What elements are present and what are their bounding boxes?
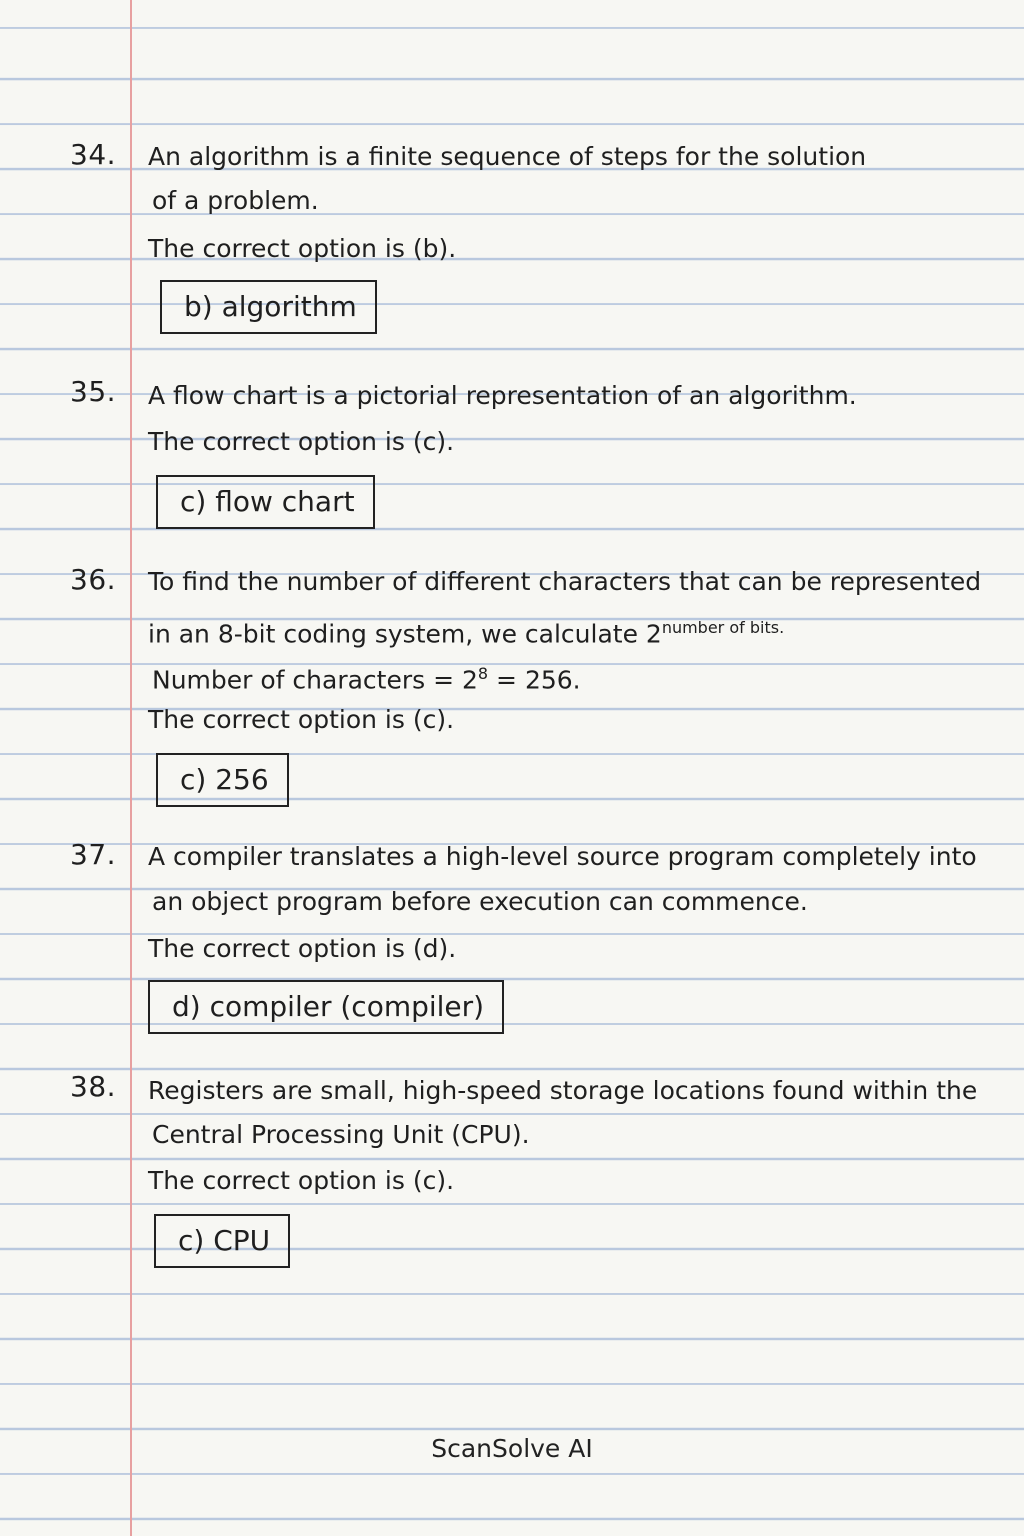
question-number: 34. — [70, 138, 117, 171]
question-number: 37. — [70, 838, 117, 871]
answer-box: c) CPU — [154, 1214, 290, 1268]
text-run: Number of characters = 2 — [152, 665, 478, 695]
answer-box: b) algorithm — [160, 280, 377, 334]
question-text-line: An algorithm is a finite sequence of steps for the solution — [148, 142, 867, 171]
question-number: 35. — [70, 375, 117, 408]
question-text-line — [148, 611, 784, 651]
question-text-line: Central Processing Unit (CPU). — [152, 1120, 530, 1149]
question-number: 38. — [70, 1070, 117, 1103]
answer-box: c) 256 — [156, 753, 289, 807]
correct-option-text: The correct option is (c). — [148, 427, 455, 456]
footer-brand: ScanSolve AI — [431, 1434, 593, 1463]
question-text-line: an object program before execution can commence. — [152, 887, 808, 916]
answer-box: d) compiler (compiler) — [148, 980, 504, 1034]
text-run: in an 8-bit coding system, we calculate 2 — [148, 619, 662, 649]
question-text-line: A flow chart is a pictorial representation of an algorithm. — [148, 381, 857, 410]
question-text-line: Registers are small, high-speed storage locations found within the — [148, 1076, 978, 1105]
exponent-note: number of bits. — [661, 618, 785, 637]
question-text-line: of a problem. — [152, 186, 319, 215]
correct-option-text: The correct option is (c). — [148, 1166, 455, 1195]
margin-line — [130, 0, 132, 1536]
correct-option-text: The correct option is (c). — [148, 705, 455, 734]
question-text-line: To find the number of different characters that can be represented — [148, 567, 982, 596]
calculation-line — [152, 657, 581, 697]
correct-option-text: The correct option is (b). — [148, 234, 457, 263]
question-text-line: A compiler translates a high-level source program completely into — [148, 842, 977, 871]
exponent: 8 — [477, 664, 489, 683]
answer-box: c) flow chart — [156, 475, 375, 529]
correct-option-text: The correct option is (d). — [148, 934, 457, 963]
text-run: = 256. — [496, 665, 581, 695]
question-number: 36. — [70, 563, 117, 596]
